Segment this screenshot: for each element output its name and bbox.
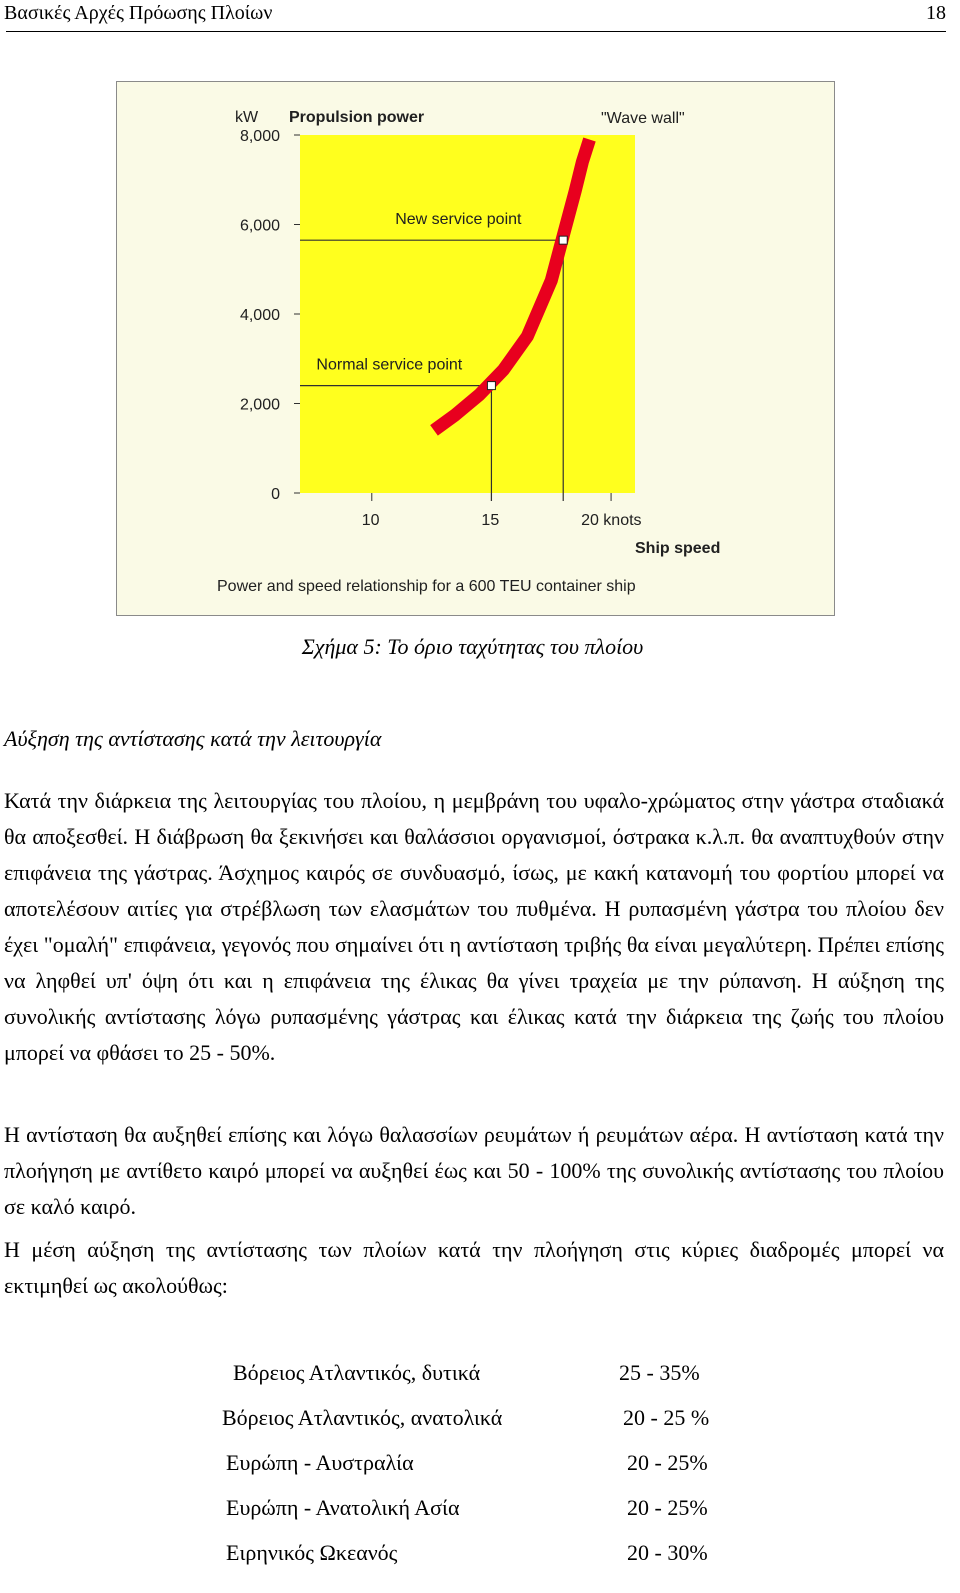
y-tick-label: 0	[271, 486, 280, 503]
y-tick-label: 6,000	[239, 217, 280, 235]
page-number: 18	[926, 2, 946, 24]
x-tick-label: 20 knots	[581, 512, 642, 529]
running-title: Βασικές Αρχές Πρόωσης Πλοίων	[4, 2, 273, 24]
paragraph-3: Η μέση αύξηση της αντίστασης των πλοίων κατά την πλοήγηση στις κύριες διαδρομές μπορεί να εκτιμηθεί ως ακολούθως:	[4, 1237, 944, 1298]
route-value: 25 - 35%	[619, 1360, 700, 1385]
route-name: Ευρώπη - Ανατολική Ασία	[226, 1495, 460, 1520]
y-tick-label: 4,000	[239, 307, 280, 324]
power-speed-chart	[117, 82, 836, 617]
header-rule	[6, 31, 946, 32]
page-header	[0, 0, 960, 34]
route-name: Ειρηνικός Ωκεανός	[226, 1540, 398, 1565]
y-tick-label: 8,000	[239, 128, 280, 145]
wave-wall-label: "Wave wall"	[601, 110, 685, 127]
y-axis-ticks	[240, 128, 300, 503]
route-value: 20 - 25%	[627, 1450, 708, 1475]
service-point-marker	[487, 382, 495, 390]
route-value: 20 - 25%	[627, 1495, 708, 1520]
route-resistance-table	[0, 1356, 960, 1586]
service-point-marker	[559, 236, 567, 244]
x-tick-label: 15	[481, 512, 500, 529]
x-axis-label: Ship speed	[635, 540, 721, 557]
route-value: 20 - 30%	[627, 1540, 708, 1565]
section-heading: Αύξηση της αντίστασης κατά την λειτουργία	[4, 726, 382, 751]
route-name: Βόρειος Ατλαντικός, ανατολικά	[222, 1405, 503, 1430]
x-axis-ticks	[362, 493, 642, 529]
route-name: Βόρειος Ατλαντικός, δυτικά	[233, 1360, 481, 1385]
service-point-label: New service point	[395, 211, 522, 229]
y-tick-label: 2,000	[239, 396, 280, 414]
route-value: 20 - 25 %	[623, 1405, 710, 1430]
x-tick-label: 10	[361, 512, 380, 529]
plot-area	[300, 135, 635, 493]
route-name: Ευρώπη - Αυστραλία	[226, 1450, 414, 1475]
chart-caption: Power and speed relationship for a 600 TEU container ship	[217, 578, 636, 595]
service-point-label: Normal service point	[316, 356, 463, 374]
y-axis-unit: kW	[235, 109, 259, 126]
paragraph-1: Κατά την διάρκεια της λειτουργίας του πλοίου, η μεμβράνη του υφαλο-χρώματος στην γάστρα σταδιακά θα αποξεσθεί. Η διάβρωση θα ξεκινήσει και θαλάσσιοι οργανισμοί, όστρακα κ.λ.π. θα αναπτυχθούν στην επιφάνεια της γάστρας. Άσχημος καιρός σε συνδυασμό, ίσως, με κακή κατανομή του φορτίου μπορεί να αποτελέσουν αιτίες για στρέβλωση των ελασμάτων του πυθμένα. Η ρυπασμένη γάστρα του πλοίου δεν έχει "ομαλή" επιφάνεια, γεγονός που σημαίνει ότι η αντίσταση τριβής θα είναι μεγαλύτερη. Πρέπει επίσης να ληφθεί υπ' όψη ότι και η επιφάνεια της έλικας θα γίνει τραχεία με την ρύπανση. Η αύξηση της συνολικής αντίστασης λόγω ρυπασμένης γάστρας και έλικας κατά την διάρκεια της ζωής του πλοίου μπορεί να φθάσει το 25 - 50%.	[4, 788, 944, 1065]
paragraph-2: Η αντίσταση θα αυξηθεί επίσης και λόγω θαλασσίων ρευμάτων ή ρευμάτων αέρα. Η αντίσταση κατά την πλοήγηση με αντίθετο καιρό μπορεί να αυξηθεί έως και 50 - 100% της συνολικής αντίστασης του πλοίου σε καλό καιρό.	[4, 1122, 944, 1219]
figure-chart	[116, 81, 835, 616]
figure-caption: Σχήμα 5: Το όριο ταχύτητας του πλοίου	[301, 634, 644, 659]
chart-title: Propulsion power	[289, 109, 425, 126]
